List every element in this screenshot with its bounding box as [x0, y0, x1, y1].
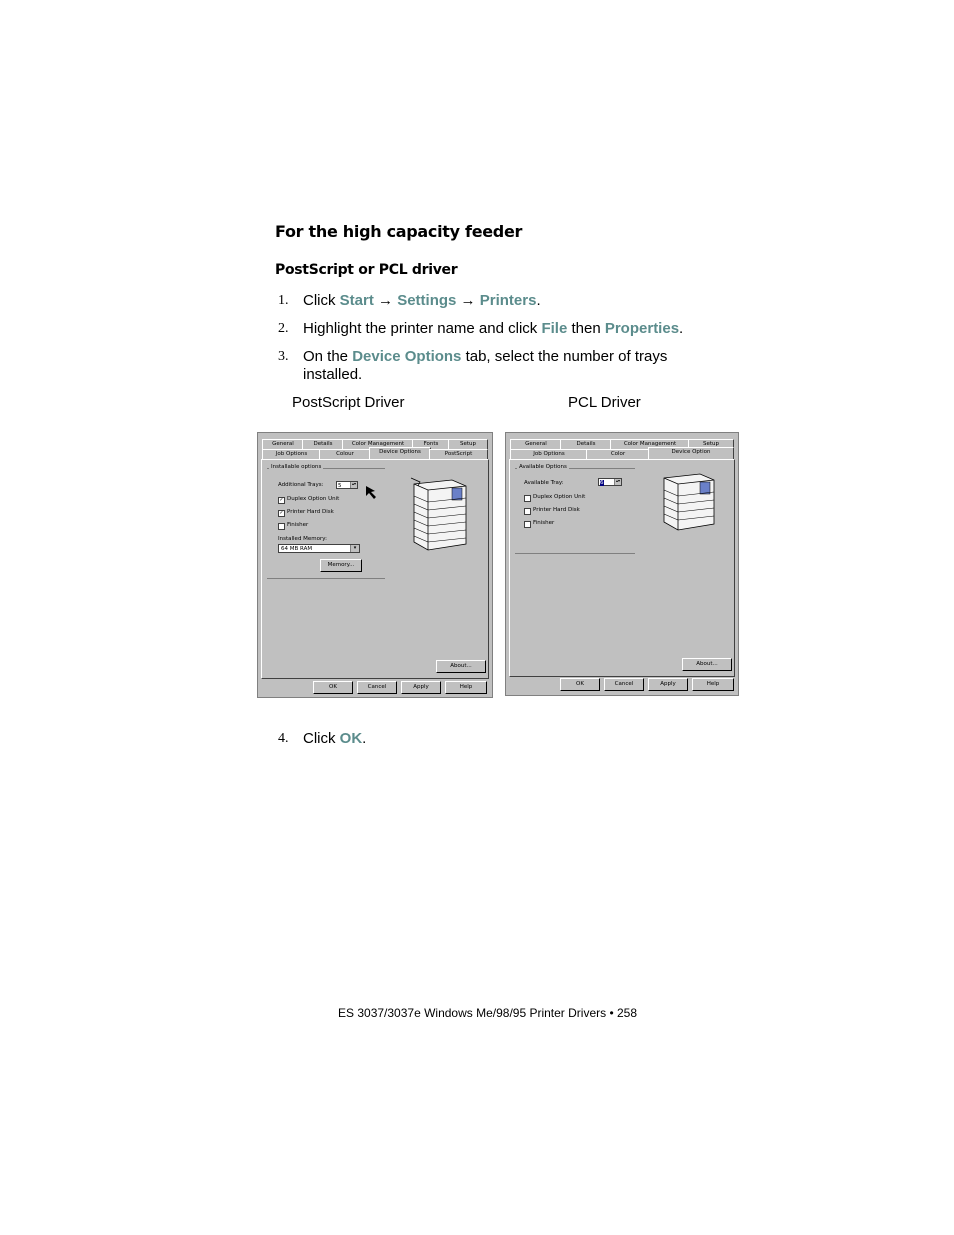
tab-setup[interactable]: Setup	[448, 439, 488, 449]
installed-memory-label: Installed Memory:	[278, 536, 328, 542]
tab-colour[interactable]: Colour	[319, 449, 371, 459]
printer-illustration-icon	[410, 476, 470, 552]
ok-link: OK	[339, 730, 363, 747]
cancel-button[interactable]: Cancel	[357, 681, 397, 694]
printer-illustration-icon	[660, 470, 716, 532]
hard-disk-checkbox[interactable]: ✓	[279, 510, 284, 516]
available-options-label: Available Options	[519, 464, 567, 470]
mouse-pointer-icon	[365, 485, 381, 501]
finisher-label: Finisher	[533, 520, 555, 526]
trays-value: 5	[338, 483, 342, 489]
postscript-properties-dialog	[257, 432, 493, 698]
tab-setup[interactable]: Setup	[688, 439, 734, 449]
available-tray-spinner[interactable]	[598, 478, 622, 486]
group-divider	[515, 553, 635, 554]
step-text: Click OK.	[303, 730, 367, 747]
device-option-panel	[509, 459, 735, 677]
available-tray-label: Available Tray:	[524, 480, 564, 486]
duplex-option-label: Duplex Option Unit	[287, 496, 340, 502]
apply-button[interactable]: Apply	[648, 678, 688, 691]
tab-color-management[interactable]: Color Management	[342, 439, 414, 449]
tab-job-options[interactable]: Job Options	[262, 449, 321, 459]
tab-general[interactable]: General	[262, 439, 304, 449]
settings-menu-link: Settings	[397, 292, 457, 309]
tab-details[interactable]: Details	[302, 439, 344, 449]
tab-details[interactable]: Details	[560, 439, 612, 449]
device-options-panel	[261, 459, 489, 679]
tray-value: 6	[600, 480, 604, 486]
section-subheading: PostScript or PCL driver	[275, 262, 458, 278]
step-number: 4.	[278, 731, 289, 746]
chevron-down-icon[interactable]: ▾	[350, 545, 359, 552]
help-button[interactable]: Help	[445, 681, 487, 694]
postscript-caption: PostScript Driver	[292, 394, 405, 411]
help-button[interactable]: Help	[692, 678, 734, 691]
step-number: 3.	[278, 349, 289, 364]
ok-button[interactable]: OK	[560, 678, 600, 691]
duplex-checkbox[interactable]	[524, 495, 531, 502]
group-divider	[267, 578, 385, 579]
additional-trays-spinner[interactable]	[336, 481, 358, 489]
tab-general[interactable]: General	[510, 439, 562, 449]
apply-button[interactable]: Apply	[401, 681, 441, 694]
installable-options-label: Installable options	[271, 464, 322, 470]
tab-postscript[interactable]: PostScript	[429, 449, 488, 459]
hard-disk-checkbox[interactable]	[524, 508, 531, 515]
file-menu-link: File	[541, 320, 568, 337]
start-menu-link: Start	[339, 292, 374, 309]
pcl-properties-dialog	[505, 432, 739, 696]
duplex-option-label: Duplex Option Unit	[533, 494, 586, 500]
cancel-button[interactable]: Cancel	[604, 678, 644, 691]
device-options-link: Device Options	[352, 348, 462, 365]
page-footer: ES 3037/3037e Windows Me/98/95 Printer Drivers • 258	[338, 1006, 638, 1020]
ok-button[interactable]: OK	[313, 681, 353, 694]
memory-select[interactable]	[278, 544, 360, 553]
section-heading: For the high capacity feeder	[275, 222, 523, 241]
about-button[interactable]: About...	[682, 658, 732, 671]
finisher-label: Finisher	[287, 522, 309, 528]
finisher-checkbox[interactable]	[278, 523, 285, 530]
hard-disk-label: Printer Hard Disk	[533, 507, 580, 513]
step-text: Highlight the printer name and click File then Properties.	[303, 320, 684, 337]
step-text: On the Device Options tab, select the number of trays installed.	[303, 348, 668, 383]
duplex-checkbox[interactable]: ✓	[279, 497, 284, 503]
step-number: 1.	[278, 293, 289, 308]
memory-button[interactable]: Memory...	[320, 559, 362, 572]
spin-arrows-icon[interactable]: ▴▾	[615, 478, 620, 483]
tab-device-option[interactable]: Device Option	[648, 447, 734, 459]
printers-menu-link: Printers	[479, 292, 537, 309]
finisher-checkbox[interactable]	[524, 521, 531, 528]
tab-device-options[interactable]: Device Options	[369, 447, 431, 459]
step-number: 2.	[278, 321, 289, 336]
hard-disk-label: Printer Hard Disk	[287, 509, 334, 515]
tab-fonts[interactable]: Fonts	[412, 439, 450, 449]
about-button[interactable]: About...	[436, 660, 486, 673]
pcl-caption: PCL Driver	[568, 394, 641, 411]
additional-trays-label: Additional Trays:	[278, 482, 324, 488]
tab-color[interactable]: Color	[586, 449, 650, 459]
memory-value: 64 MB RAM	[281, 546, 313, 552]
tab-job-options[interactable]: Job Options	[510, 449, 588, 459]
step-text: Click Start → Settings → Printers.	[303, 292, 541, 309]
spin-arrows-icon[interactable]: ▴▾	[351, 481, 356, 486]
tab-color-management[interactable]: Color Management	[610, 439, 690, 449]
properties-menu-link: Properties	[604, 320, 680, 337]
